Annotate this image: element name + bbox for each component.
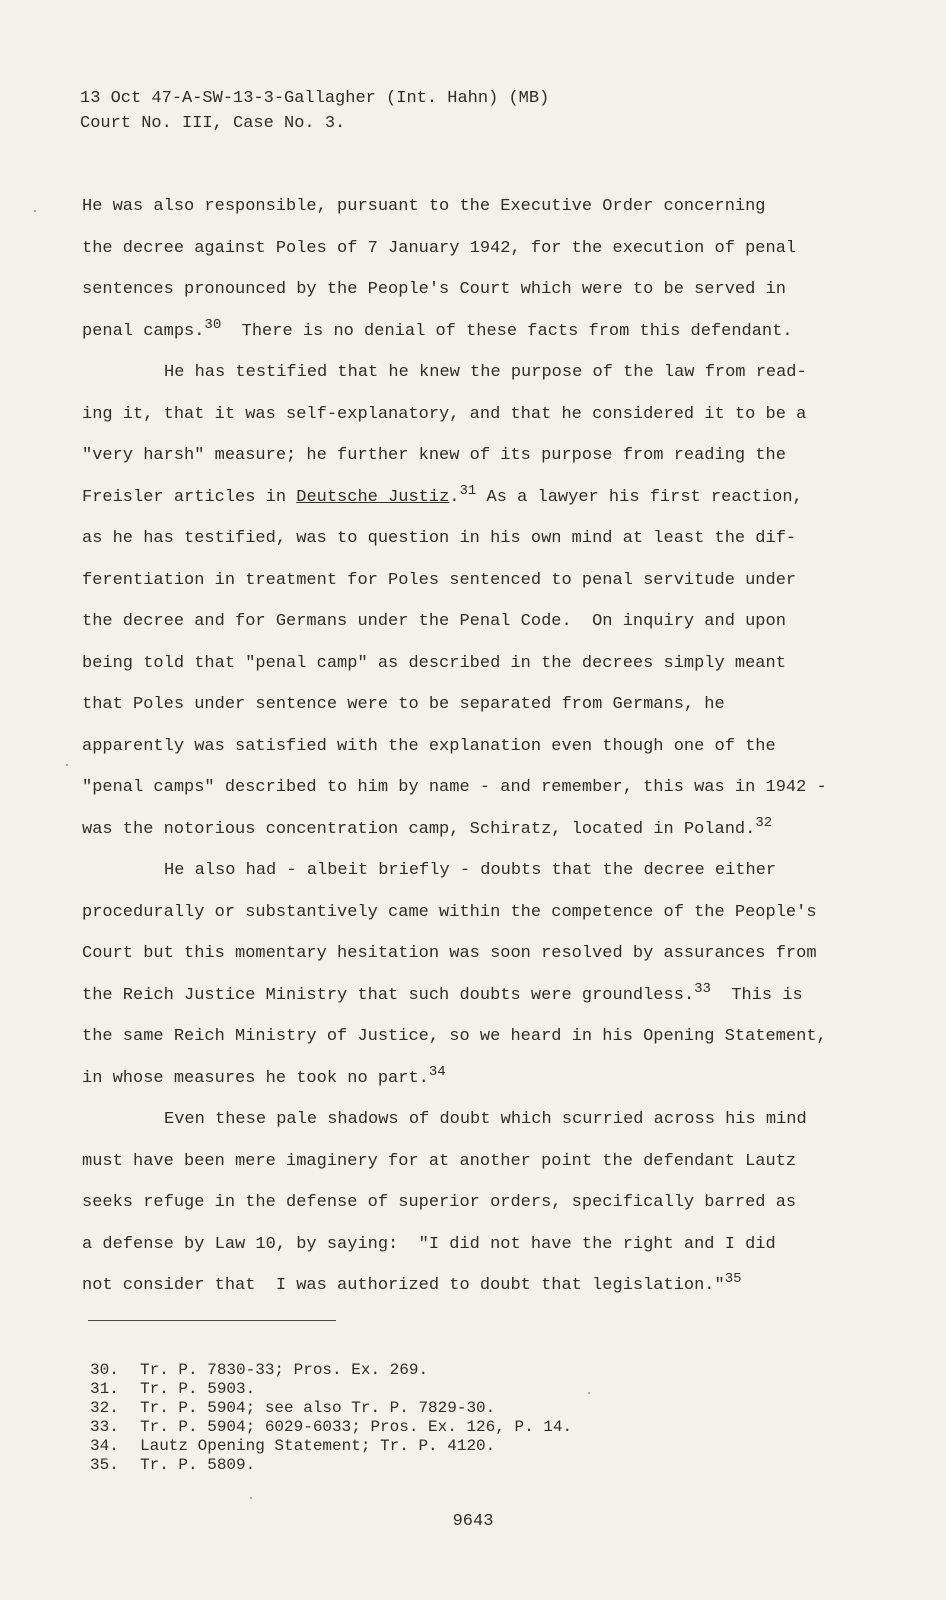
footnote-number: 32.: [90, 1399, 119, 1417]
text-run: There is no denial of these facts from this defendant.: [221, 321, 793, 341]
text-run: Freisler articles in: [82, 487, 297, 507]
footnote-number: 34.: [90, 1437, 119, 1455]
footnote-text: Tr. P. 5904; see also Tr. P. 7829-30.: [140, 1399, 496, 1417]
footnote-item: [90, 1361, 572, 1380]
footnote-item: [90, 1437, 572, 1456]
text-line: He was also responsible, pursuant to the Executive Order concerning: [82, 197, 766, 216]
publication-title: Deutsche Justiz: [296, 487, 450, 507]
header-line-1: 13 Oct 47-A-SW-13-3-Gallagher (Int. Hahn) (MB): [80, 89, 550, 108]
header-line-2: Court No. III, Case No. 3.: [80, 114, 346, 133]
footnote-item: [90, 1418, 572, 1437]
footnote-ref-31: 31: [459, 482, 477, 499]
paragraph-start: He also had - albeit briefly - doubts that the decree either: [164, 861, 777, 880]
footnote-number: 35.: [90, 1456, 119, 1474]
footnote-text: Tr. P. 5809.: [140, 1456, 256, 1474]
text-line: [82, 1058, 842, 1100]
paper-speck: [66, 764, 68, 766]
text-line: Court but this momentary hesitation was soon resolved by assurances from: [82, 944, 817, 963]
text-line: ferentiation in treatment for Poles sentenced to penal servitude under: [82, 570, 797, 590]
document-header: [80, 86, 549, 136]
text-line: "penal camps" described to him by name - and remember, this was in 1942 -: [82, 778, 827, 797]
text-line: must have been mere imaginery for at another point the defendant Lautz: [82, 1151, 797, 1171]
text-run: was the notorious concentration camp, Schiratz, located in Poland.: [82, 819, 756, 839]
text-line: [82, 809, 842, 851]
footnote-ref-35: 35: [724, 1271, 742, 1287]
footnote-number: 30.: [90, 1361, 119, 1379]
text-line: that Poles under sentence were to be separated from Germans, he: [82, 695, 725, 714]
footnote-divider: [88, 1320, 336, 1321]
paper-speck: [34, 210, 36, 212]
text-run: in whose measures he took no part.: [82, 1068, 429, 1088]
footnote-item: [90, 1399, 572, 1418]
footnote-text: Tr. P. 5904; 6029-6033; Pros. Ex. 126, P. 14.: [140, 1418, 573, 1436]
text-line: [82, 975, 842, 1017]
footnote-item: [90, 1456, 572, 1475]
text-line: the decree and for Germans under the Penal Code. On inquiry and upon: [82, 612, 786, 631]
paper-speck: [250, 1497, 252, 1499]
footnote-ref-34: 34: [428, 1063, 446, 1080]
text-line: being told that "penal camp" as described in the decrees simply meant: [82, 653, 786, 673]
text-line: the same Reich Ministry of Justice, so we heard in his Opening Statement,: [82, 1027, 827, 1046]
footnote-text: Tr. P. 7830-33; Pros. Ex. 269.: [140, 1361, 429, 1379]
text-line: a defense by Law 10, by saying: "I did not have the right and I did: [82, 1234, 776, 1254]
paper-speck: [588, 1392, 590, 1394]
text-line: ing it, that it was self-explanatory, and that he considered it to be a: [82, 404, 807, 424]
footnote-text: Tr. P. 5903.: [140, 1380, 256, 1398]
text-run: penal camps.: [82, 321, 205, 341]
body-text: [82, 186, 842, 1307]
footnote-number: 33.: [90, 1418, 119, 1436]
paragraph-start: He has testified that he knew the purpose of the law from read-: [164, 363, 807, 382]
footnote-text: Lautz Opening Statement; Tr. P. 4120.: [140, 1437, 496, 1455]
text-line: sentences pronounced by the People's Court which were to be served in: [82, 280, 786, 299]
footnote-ref-32: 32: [755, 814, 773, 831]
text-line: [82, 1265, 842, 1307]
footnote-item: [90, 1380, 572, 1399]
footnote-ref-33: 33: [694, 980, 711, 997]
text-line: "very harsh" measure; he further knew of its purpose from reading the: [82, 446, 786, 465]
text-line: [82, 311, 842, 353]
text-line: apparently was satisfied with the explanation even though one of the: [82, 736, 776, 756]
text-run: This is: [710, 985, 803, 1005]
text-line: as he has testified, was to question in his own mind at least the dif-: [82, 529, 797, 548]
paragraph-start: Even these pale shadows of doubt which scurried across his mind: [164, 1110, 807, 1129]
footnote-ref-30: 30: [204, 316, 222, 333]
page-number: 9643: [452, 1512, 494, 1531]
text-line: [82, 477, 842, 519]
text-run: not consider that I was authorized to doubt that legislation.": [82, 1276, 725, 1295]
text-run: .: [449, 487, 460, 507]
text-run: the Reich Justice Ministry that such doubts were groundless.: [82, 985, 695, 1005]
text-run: As a lawyer his first reaction,: [476, 487, 803, 507]
text-line: procedurally or substantively came within the competence of the People's: [82, 902, 817, 922]
text-line: the decree against Poles of 7 January 1942, for the execution of penal: [82, 238, 797, 258]
footnote-number: 31.: [90, 1380, 119, 1398]
footnotes-list: [90, 1361, 572, 1475]
text-line: seeks refuge in the defense of superior orders, specifically barred as: [82, 1193, 797, 1212]
